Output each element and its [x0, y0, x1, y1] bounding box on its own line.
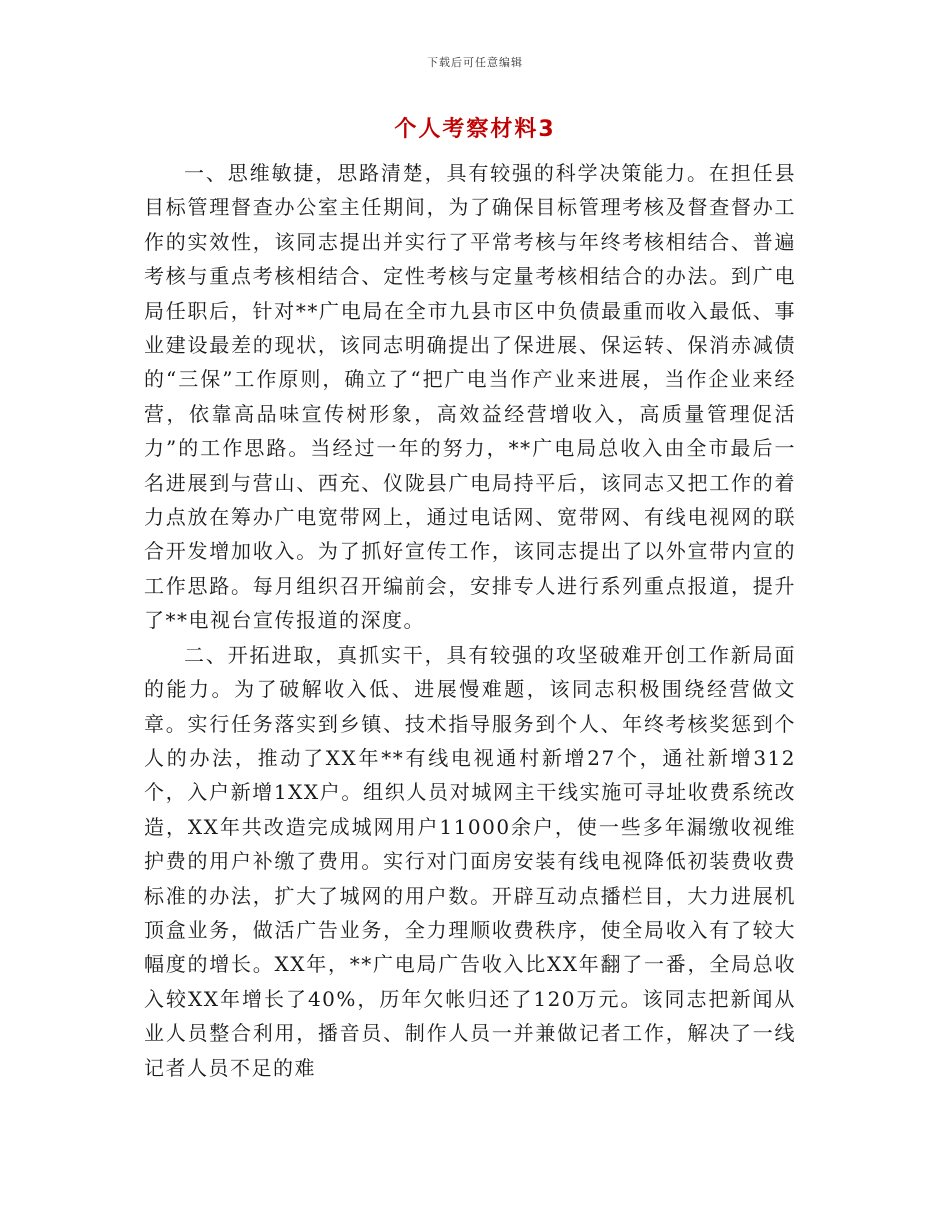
- document-body: [144, 156, 796, 1085]
- paragraph-2: 二、开拓进取，真抓实干，具有较强的攻坚破难开创工作新局面的能力。为了破解收入低、进展慢难题，该同志积极围绕经营做文章。实行任务落实到乡镇、技术指导服务到个人、年终考核奖惩到个人的办法，推动了XX年**有线电视通村新增27个，通社新增312个，入户新增1XX户。组织人员对城网主干线实施可寻址收费系统改造，XX年共改造完成城网用户11000余户，使一些多年漏缴收视维护费的用户补缴了费用。实行对门面房安装有线电视降低初装费收费标准的办法，扩大了城网的用户数。开辟互动点播栏目，大力进展机顶盒业务，做活广告业务，全力理顺收费秩序，使全局收入有了较大幅度的增长。XX年，**广电局广告收入比XX年翻了一番，全局总收入较XX年增长了40%，历年欠帐归还了120万元。该同志把新闻从业人员整合利用，播音员、制作人员一并兼做记者工作，解决了一线记者人员不足的难: [144, 642, 796, 1080]
- paragraph-1: 一、思维敏捷，思路清楚，具有较强的科学决策能力。在担任县目标管理督查办公室主任期间，为了确保目标管理考核及督查督办工作的实效性，该同志提出并实行了平常考核与年终考核相结合、普遍考核与重点考核相结合、定性考核与定量考核相结合的办法。到广电局任职后，针对**广电局在全市九县市区中负债最重而收入最低、事业建设最差的现状，该同志明确提出了保进展、保运转、保消赤减债的“三保”工作原则，确立了“把广电当作产业来进展，当作企业来经营，依靠高品味宣传树形象，高效益经营增收入，高质量管理促活力”的工作思路。当经过一年的努力，**广电局总收入由全市最后一名进展到与营山、西充、仪陇县广电局持平后，该同志又把工作的着力点放在筹办广电宽带网上，通过电话网、宽带网、有线电视网的联合开发增加收入。为了抓好宣传工作，该同志提出了以外宣带内宣的工作思路。每月组织召开编前会，安排专人进行系列重点报道，提升了**电视台宣传报道的深度。: [144, 161, 796, 633]
- document-title: 个人考察材料3: [394, 117, 556, 142]
- page-header-note: 下载后可任意编辑: [427, 56, 523, 69]
